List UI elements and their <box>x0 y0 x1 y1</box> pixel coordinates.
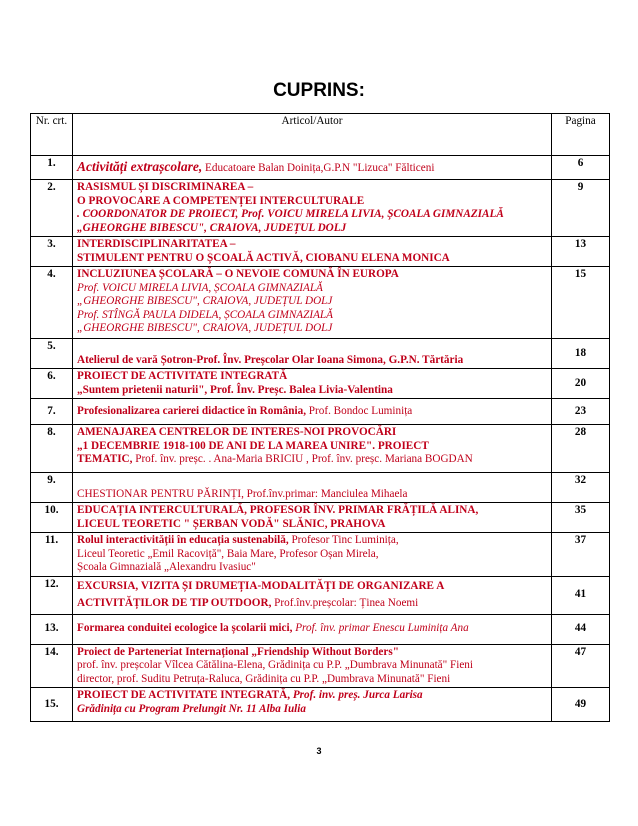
page-number: 3 <box>316 746 322 756</box>
row-page: 20 <box>552 369 610 399</box>
row-article <box>73 237 552 267</box>
row-article <box>73 156 552 180</box>
row-page: 47 <box>552 644 610 688</box>
header-article: Articol/Autor <box>73 114 552 156</box>
table-row <box>31 180 610 237</box>
table-row <box>31 399 610 425</box>
row-page: 9 <box>552 180 610 237</box>
table-row <box>31 503 610 533</box>
article-title: Profesionalizarea carierei didactice în România, <box>77 404 306 417</box>
contents-table <box>30 113 610 722</box>
table-row <box>31 156 610 180</box>
table-row <box>31 473 610 503</box>
row-page: 41 <box>552 576 610 614</box>
row-number: 7. <box>31 399 73 425</box>
row-page: 15 <box>552 267 610 339</box>
article-title: EXCURSIA, VIZITA ȘI DRUMEȚIA-MODALITĂȚI DE ORGANIZARE A <box>77 579 445 592</box>
article-author: Prof. inv. preș. Jurca Larisa <box>290 689 423 701</box>
article-author-line: director, prof. Suditu Petruța-Raluca, Grădinița cu P.P. „Dumbrava Minunată" Fieni <box>77 672 451 685</box>
row-number: 6. <box>31 369 73 399</box>
row-number: 13. <box>31 614 73 644</box>
table-row <box>31 644 610 688</box>
article-author: Prof. Bondoc Luminița <box>306 404 413 417</box>
article-author-line: Prof. VOICU MIRELA LIVIA, ȘCOALA GIMNAZIALĂ <box>77 281 323 294</box>
row-number: 5. <box>31 339 73 369</box>
row-number: 8. <box>31 425 73 473</box>
row-page: 32 <box>552 473 610 503</box>
row-page: 18 <box>552 339 610 369</box>
row-article <box>73 399 552 425</box>
row-article <box>73 644 552 688</box>
article-title-line: TEMATIC, <box>77 453 133 465</box>
row-article <box>73 369 552 399</box>
article-title: Atelierul de vară Șotron-Prof. Înv. Preșcolar Olar Ioana Simona, G.P.N. Tărtăria <box>77 353 464 366</box>
article-title: CHESTIONAR PENTRU PĂRINȚI, Prof.înv.primar: Manciulea Mihaela <box>77 487 408 500</box>
page-title: CUPRINS: <box>273 80 365 101</box>
row-article <box>73 425 552 473</box>
row-number: 14. <box>31 644 73 688</box>
article-title: AMENAJAREA CENTRELOR DE INTERES-NOI PROVOCĂRI <box>77 426 397 438</box>
row-article <box>73 576 552 614</box>
article-title-line: „Suntem prietenii naturii", Prof. Înv. Preșc. Balea Livia-Valentina <box>77 383 393 396</box>
header-page: Pagina <box>552 114 610 156</box>
article-author: Prof.înv.preșcolar: Ținea Noemi <box>271 596 419 609</box>
article-author-line: Liceul Teoretic „Emil Racoviță", Baia Mare, Profesor Oșan Mirela, <box>77 547 379 560</box>
article-title: RASISMUL ȘI DISCRIMINAREA – <box>77 181 254 193</box>
row-article <box>73 267 552 339</box>
article-author: Prof. înv. primar Enescu Luminița Ana <box>292 622 469 635</box>
article-title: Formarea conduitei ecologice la școlarii mici, <box>77 622 293 635</box>
article-author-line: Prof. STÎNGĂ PAULA DIDELA, ȘCOALA GIMNAZIALĂ <box>77 308 333 321</box>
table-row <box>31 533 610 577</box>
table-row <box>31 339 610 369</box>
row-number: 15. <box>31 688 73 722</box>
row-article <box>73 473 552 503</box>
article-title: Activități extrașcolare, <box>77 158 203 174</box>
article-title-line: O PROVOCARE A COMPETENȚEI INTERCULTURALE <box>77 194 365 207</box>
article-title: INCLUZIUNEA ȘCOLARĂ – O NEVOIE COMUNĂ ÎN EUROPA <box>77 268 399 280</box>
article-author-line: Școala Gimnazială „Alexandru Ivasiuc" <box>77 561 256 573</box>
row-number: 2. <box>31 180 73 237</box>
table-row <box>31 267 610 339</box>
row-page: 13 <box>552 237 610 267</box>
article-title-line: STIMULENT PENTRU O ȘCOALĂ ACTIVĂ, CIOBANU ELENA MONICA <box>77 251 450 264</box>
article-author: Profesor Tinc Luminița, <box>288 534 399 546</box>
table-row <box>31 688 610 722</box>
article-title: INTERDISCIPLINARITATEA – <box>77 238 236 250</box>
article-author-line: „GHEORGHE BIBESCU", CRAIOVA, JUDEȚUL DOLJ <box>77 295 333 307</box>
row-number: 10. <box>31 503 73 533</box>
article-title-line: „1 DECEMBRIE 1918-100 DE ANI DE LA MAREA UNIRE". PROIECT <box>77 439 429 452</box>
table-row <box>31 369 610 399</box>
table-row <box>31 425 610 473</box>
table-header-row <box>31 114 610 156</box>
row-page: 35 <box>552 503 610 533</box>
article-author-line: Grădinița cu Program Prelungit Nr. 11 Alba Iulia <box>77 702 306 715</box>
article-title-line: LICEUL TEORETIC " ȘERBAN VODĂ" SLĂNIC, PRAHOVA <box>77 517 386 530</box>
table-row <box>31 237 610 267</box>
table-row <box>31 576 610 614</box>
article-author: . COORDONATOR DE PROIECT, Prof. VOICU MIRELA LIVIA, ȘCOALA GIMNAZIALĂ „GHEORGHE BIBESCU", CRAIOVA, JUDEȚUL DOLJ <box>77 208 504 234</box>
article-title: PROIECT DE ACTIVITATE INTEGRATĂ, <box>77 689 291 701</box>
row-number: 12. <box>31 576 73 614</box>
article-title: EDUCAȚIA INTERCULTURALĂ, PROFESOR ÎNV. PRIMAR FRĂȚILĂ ALINA, <box>77 504 479 516</box>
table-row <box>31 614 610 644</box>
row-article <box>73 503 552 533</box>
article-title: Rolul interactivității în educația sustenabilă, <box>77 534 289 546</box>
article-author: Prof. înv. preșc. . Ana-Maria BRICIU , Prof. înv. preșc. Mariana BOGDAN <box>132 453 473 465</box>
row-page: 23 <box>552 399 610 425</box>
article-title-line: ACTIVITĂȚILOR DE TIP OUTDOOR, <box>77 596 272 609</box>
row-number: 4. <box>31 267 73 339</box>
article-author: Educatoare Balan Doinița,G.P.N "Lizuca" Fălticeni <box>202 161 435 174</box>
row-number: 11. <box>31 533 73 577</box>
row-number: 1. <box>31 156 73 180</box>
row-page: 37 <box>552 533 610 577</box>
header-nr: Nr. crt. <box>31 114 73 156</box>
row-page: 44 <box>552 614 610 644</box>
article-author-line: prof. înv. preșcolar Vîlcea Cătălina-Elena, Grădinița cu P.P. „Dumbrava Minunată" Fieni <box>77 659 474 671</box>
row-number: 3. <box>31 237 73 267</box>
row-page: 6 <box>552 156 610 180</box>
row-article <box>73 688 552 722</box>
article-author-line: „GHEORGHE BIBESCU", CRAIOVA, JUDEȚUL DOLJ <box>77 322 333 334</box>
row-article <box>73 180 552 237</box>
row-page: 28 <box>552 425 610 473</box>
row-page: 49 <box>552 688 610 722</box>
row-article <box>73 339 552 369</box>
row-article <box>73 533 552 577</box>
article-title: Proiect de Parteneriat Internațional „Friendship Without Borders" <box>77 645 399 658</box>
article-title: PROIECT DE ACTIVITATE INTEGRATĂ <box>77 370 288 382</box>
row-number: 9. <box>31 473 73 503</box>
row-article <box>73 614 552 644</box>
